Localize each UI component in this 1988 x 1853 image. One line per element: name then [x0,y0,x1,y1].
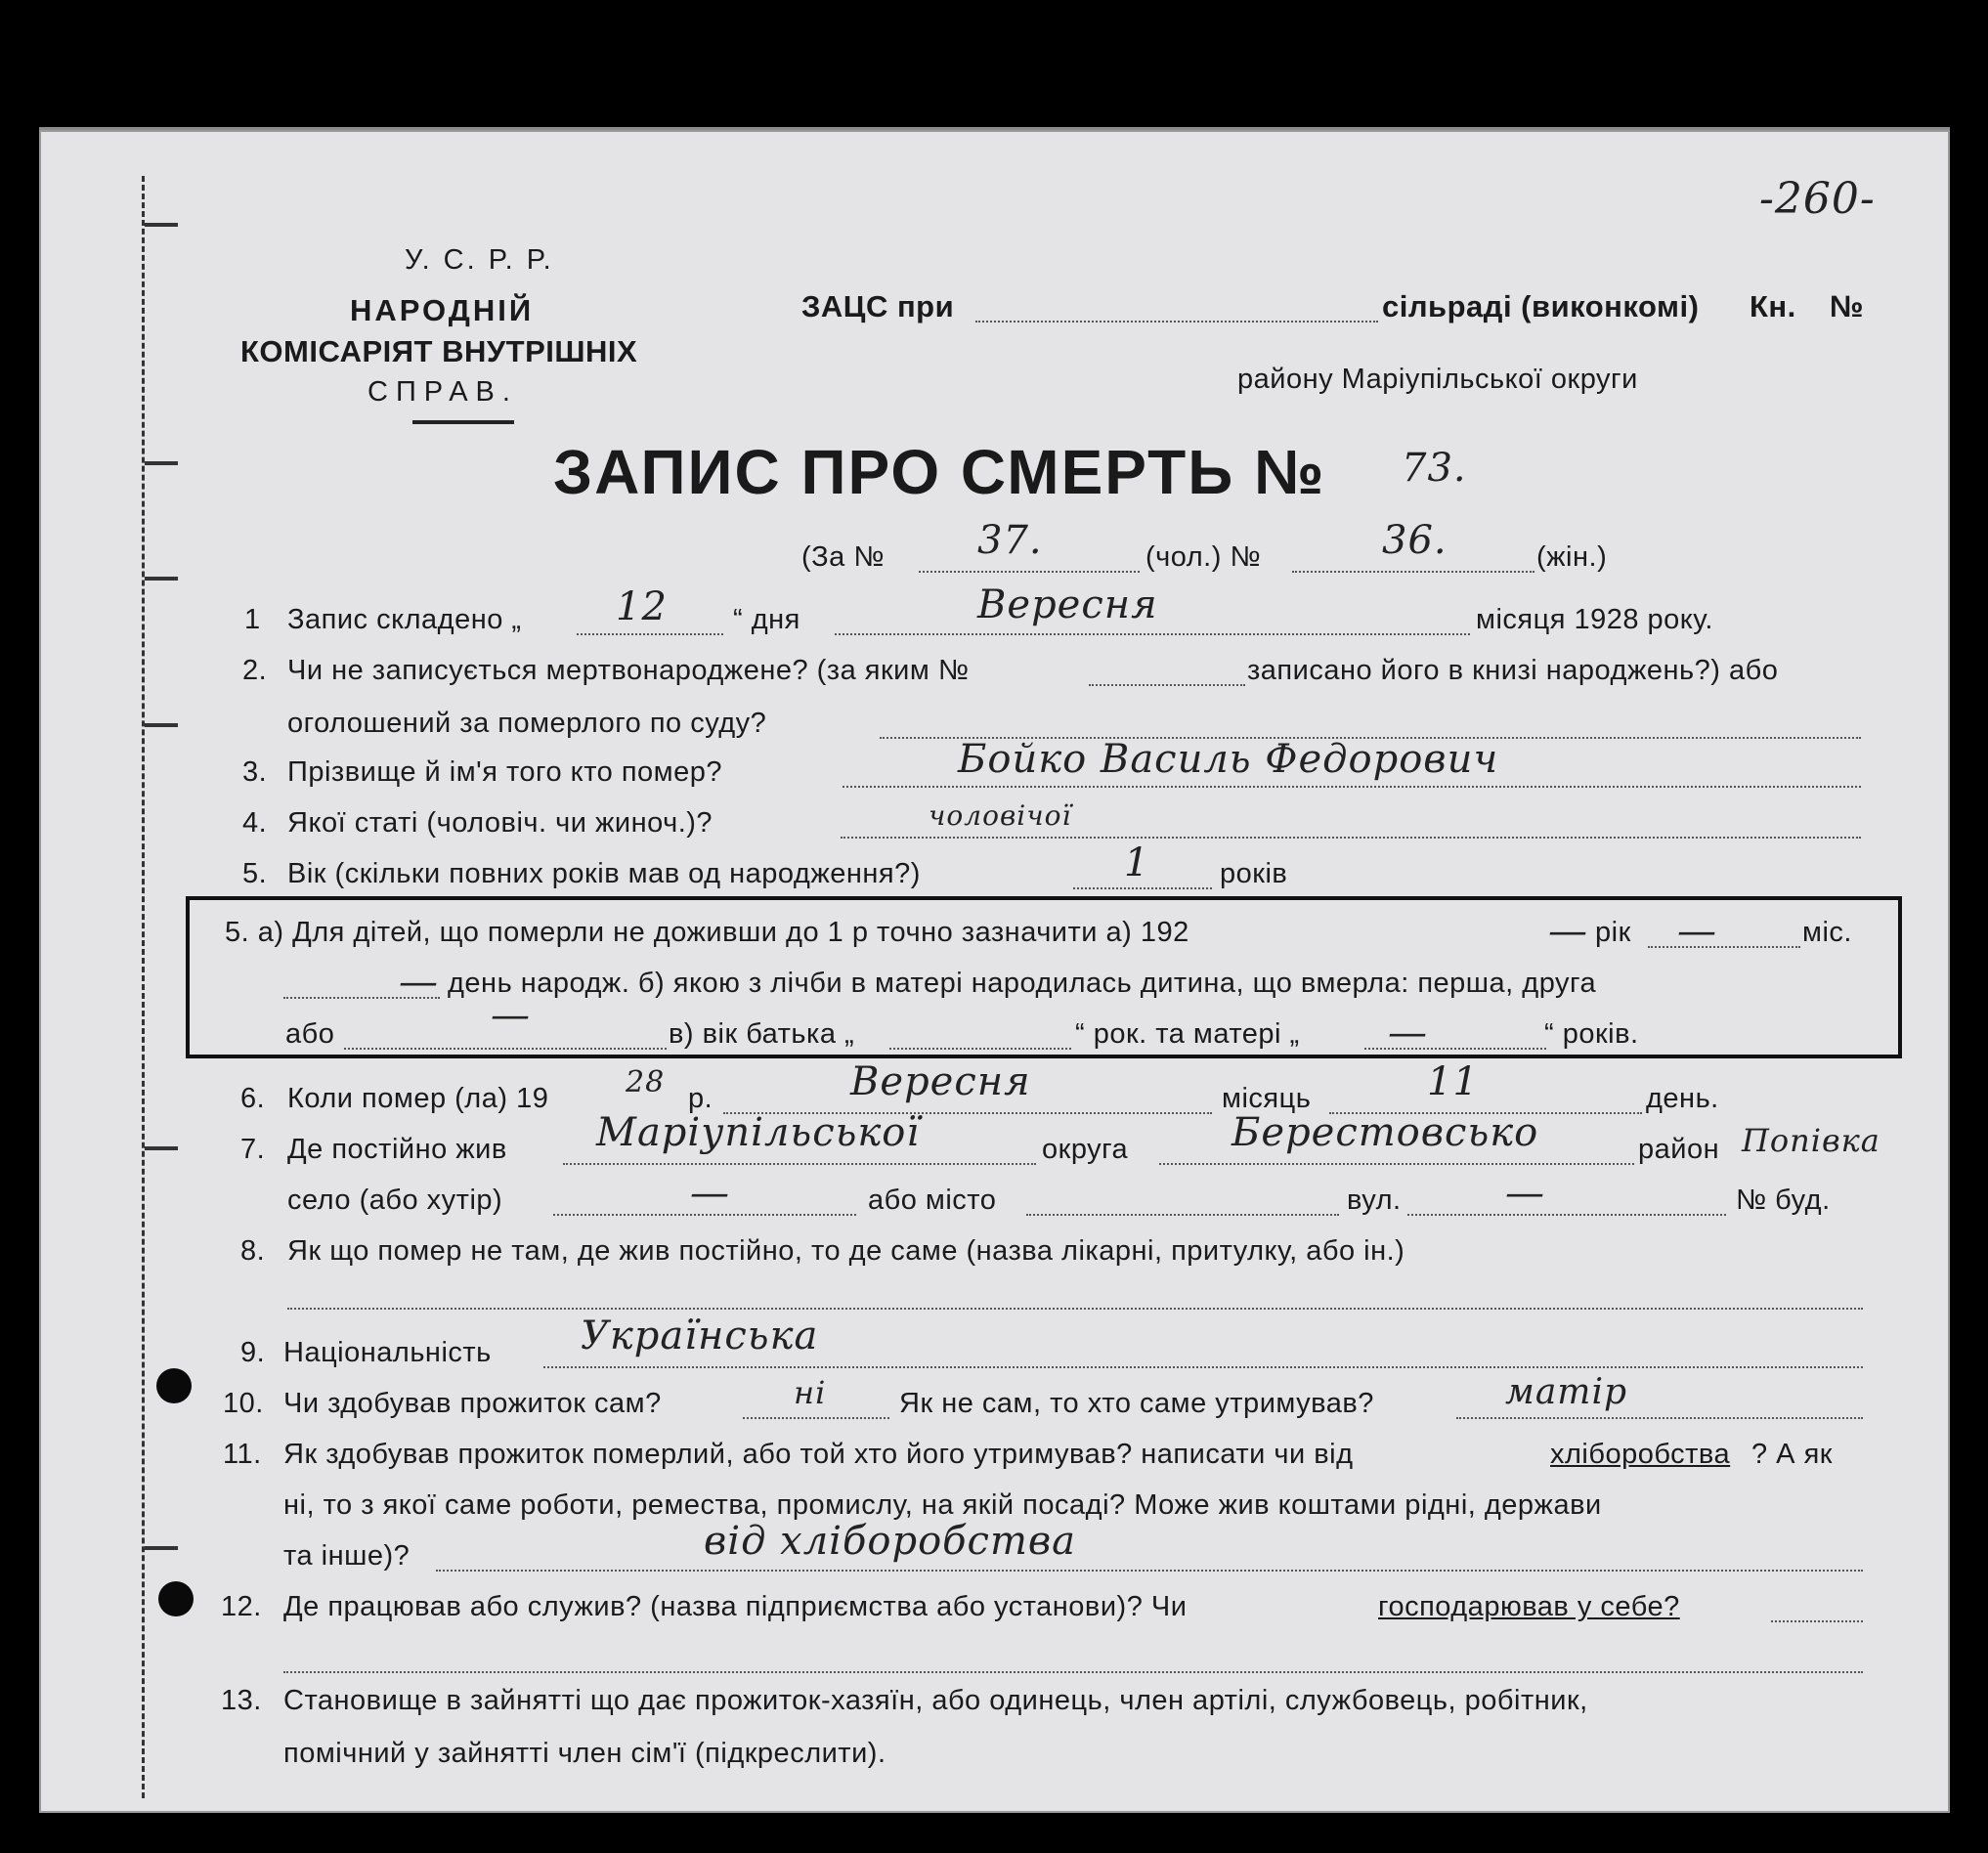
council-label: сільраді (виконкомі) [1382,289,1700,323]
field-11-line3: та інше)? [283,1540,411,1572]
field-7-vul: вул. [1347,1185,1402,1216]
field-9-value: Українська [581,1314,819,1358]
field-3-label: Прізвище й ім'я того кто помер? [287,756,722,788]
male-count-value: 37. [977,518,1043,563]
field-5a-father-blank [889,1048,1071,1050]
book-number-sign: № [1830,289,1865,323]
page-title: ЗАПИС ПРО СМЕРТЬ № [553,437,1326,507]
field-7-bud: № буд. [1736,1185,1831,1216]
office-blank [975,321,1378,323]
field-13-line1: Становище в зайнятті що дає прожиток-хазяїн, або одинець, член артілі, службовець, робітник, [283,1685,1588,1716]
field-5a-rok: “ рок. та матері „ [1075,1018,1300,1050]
male-count-label: (чол.) № [1145,541,1262,573]
record-number: 73. [1402,446,1467,491]
field-10-label: Чи здобував прожиток сам? [283,1388,662,1419]
field-12-gosp: господарював у себе? [1378,1591,1680,1622]
field-5a-dash5: — [1388,1011,1428,1056]
field-7-okruha: округа [1042,1134,1129,1165]
field-5a-dash4: — [491,993,531,1038]
field-3-blank [843,786,1861,788]
field-5a-order-blank [344,1048,667,1050]
republic-label: У. С. Р. Р. [405,244,554,276]
field-1-tail: місяця 1928 року. [1476,604,1713,635]
field-5-value: 1 [1124,840,1150,885]
field-1-label: Запис складено „ [287,604,522,635]
field-9-label: Національність [283,1337,492,1368]
field-11-khlib: хліборобства [1550,1439,1731,1470]
field-11-number: 11. [223,1439,262,1470]
commissariat-line3: СПРАВ. [367,376,518,408]
field-5a-rik: рік [1595,917,1631,948]
field-7-raion-blank [1159,1163,1634,1165]
field-5a-dash3: — [399,960,439,1005]
field-5-label: Вік (скільки повних років мав од народження?) [287,858,921,889]
field-4-blank [841,837,1861,839]
field-10-value2: матір [1505,1372,1628,1412]
field-9-blank [543,1366,1863,1368]
field-7-number: 7. [240,1134,266,1165]
margin-mark [145,1146,178,1150]
field-7-vul-dash: — [1505,1171,1545,1216]
field-7-okruha-value: Маріупільської [596,1110,921,1155]
field-8-label: Як що помер не там, де жив постійно, то де саме (назва лікарні, притулку, або ін.) [287,1235,1405,1267]
district-label: району Маріупільської округи [1237,364,1638,395]
field-11-blank [436,1570,1863,1572]
margin-mark [145,223,178,227]
field-5-blank [1073,887,1212,889]
field-8-blank [287,1308,1863,1310]
field-1-number: 1 [244,604,261,635]
field-4-label: Якої статі (чоловіч. чи жиноч.)? [287,807,713,839]
field-7-misto: або місто [868,1185,997,1216]
binding-hole [158,1581,194,1616]
field-11-line1a: Як здобував прожиток померлий, або той хто його утримував? написати чи від [283,1439,1354,1470]
field-10-blank [743,1417,889,1419]
field-3-number: 3. [242,756,268,788]
field-5a-month-blank [1648,946,1800,948]
margin-mark [145,577,178,581]
field-11-value: від хліборобства [704,1519,1077,1564]
field-6-month-value: Вересня [850,1059,1031,1104]
count-prefix: (За № [801,541,885,573]
field-4-number: 4. [242,807,268,839]
commissariat-line1: НАРОДНІЙ [350,293,535,327]
archive-number: -260- [1759,174,1876,224]
header-rule [412,420,514,424]
field-7-selo-dash: — [690,1171,730,1216]
field-5-number: 5. [242,858,268,889]
field-8-number: 8. [240,1235,266,1267]
female-count-value: 36. [1382,518,1448,563]
field-2-number: 2. [242,655,268,686]
field-2-line2: оголошений за померлого по суду? [287,708,767,739]
field-6-year-value: 28 [626,1065,666,1099]
field-7-raion-value: Берестовсько [1232,1110,1539,1155]
field-5a-rokiv: “ років. [1544,1018,1639,1050]
field-1-month-blank [835,633,1470,635]
field-10-mid: Як не сам, то хто саме утримував? [899,1388,1374,1419]
female-count-blank [1292,571,1534,573]
field-1-day-blank [577,633,723,635]
field-10-blank2 [1456,1417,1863,1419]
field-5a-line3: в) вік батька „ [669,1018,855,1050]
field-6-mid: місяць [1222,1083,1312,1114]
field-7-selo: село (або хутір) [287,1185,503,1216]
field-12-number: 12. [221,1591,262,1622]
field-11-line2: ні, то з якої саме роботи, ремества, промислу, на якій посаді? Може жив коштами рідні, держави [283,1489,1602,1521]
perforation-line [142,176,145,1798]
field-7-raion: район [1638,1134,1720,1165]
field-6-tail: день. [1646,1083,1719,1114]
female-count-label: (жін.) [1536,541,1608,573]
field-10-value: ні [794,1374,827,1411]
book-label: Кн. [1750,289,1796,323]
field-7-label: Де постійно жив [287,1134,507,1165]
field-6-r: р. [688,1083,713,1114]
field-12-label: Де працював або служив? (назва підприємства або установи)? Чи [283,1591,1188,1622]
field-5a-line2: день народж. б) якою з лічби в матері народилась дитина, що вмерла: перша, друга [448,968,1597,999]
field-12-blank2 [283,1671,1863,1673]
male-count-blank [919,571,1140,573]
field-10-number: 10. [223,1388,264,1419]
field-4-value: чоловічої [929,799,1072,832]
field-3-value: Бойко Василь Федорович [958,737,1499,782]
field-2-label: Чи не записується мертвонароджене? (за яким № [287,655,970,686]
field-13-number: 13. [221,1685,262,1716]
field-1-day-value: 12 [616,584,668,629]
field-1-month-value: Вересня [977,582,1158,627]
field-5-tail: років [1220,858,1288,889]
margin-mark [145,723,178,727]
field-11-line1b: ? А як [1751,1439,1833,1470]
field-5a-abo: або [285,1018,335,1050]
field-2-tail: записано його в книзі народжень?) або [1247,655,1779,686]
commissariat-line2: КОМІСАРІЯТ ВНУТРІШНІХ [240,334,638,368]
field-9-number: 9. [240,1337,266,1368]
field-7-okruha-blank [563,1163,1036,1165]
field-6-number: 6. [240,1083,266,1114]
field-6-label: Коли помер (ла) 19 [287,1083,549,1114]
office-label: ЗАЦС при [801,289,955,323]
field-5a-dash2: — [1677,909,1717,954]
margin-mark [145,1546,178,1550]
field-5a-line1: 5. а) Для дітей, що померли не доживши до 1 р точно зазначити а) 192 [225,917,1189,948]
field-7-vul-blank [1407,1214,1726,1216]
binding-hole [156,1368,192,1403]
field-5a-mis: міс. [1802,917,1852,948]
field-7-misto-blank [1026,1214,1339,1216]
field-2-blank [1089,684,1245,686]
margin-mark [145,461,178,465]
field-5a-dash1: — [1548,909,1588,954]
field-6-day-value: 11 [1427,1059,1479,1104]
field-12-blank [1771,1620,1863,1622]
field-13-line2: помічний у зайнятті член сім'ї (підкреслити). [283,1738,886,1769]
field-1-mid: “ дня [733,604,800,635]
field-7-place-value: Попівка [1742,1122,1880,1159]
